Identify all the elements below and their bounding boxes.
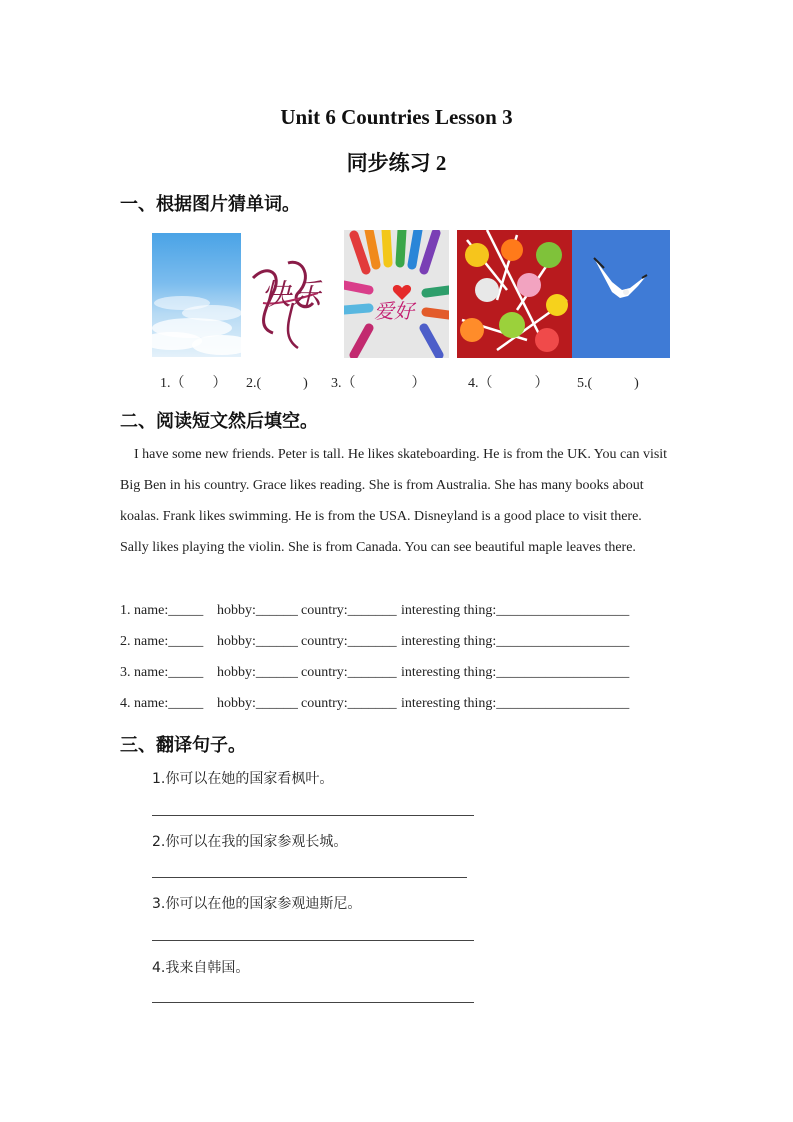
country-blank: country:_______ <box>301 634 397 649</box>
name-blank: 1. name:_____ <box>120 603 204 618</box>
seagull-image <box>572 230 670 358</box>
hobby-text: 爱好 <box>374 299 414 323</box>
answer-blank-5: 5.( ) <box>577 376 639 391</box>
hobby-blank: hobby:______ <box>217 665 298 680</box>
sky-clouds-image <box>152 233 241 357</box>
passage-line: Big Ben in his country. Grace likes reading. She is from Australia. She has many books about <box>120 478 644 493</box>
hobby-blank: hobby:______ <box>217 603 298 618</box>
answer-line-4 <box>152 1002 474 1003</box>
crayons-heart-image <box>344 230 449 358</box>
translation-question-4: 4.我来自韩国。 <box>152 960 250 976</box>
name-blank: 4. name:_____ <box>120 696 204 711</box>
interesting-thing-blank: interesting thing:___________________ <box>401 665 630 680</box>
answer-blank-4: 4.（ ） <box>468 376 549 391</box>
country-blank: country:_______ <box>301 603 397 618</box>
section-heading-1: 一、根据图片猜单词。 <box>120 194 300 215</box>
interesting-thing-blank: interesting thing:___________________ <box>401 603 630 618</box>
passage-line: I have some new friends. Peter is tall. He likes skateboarding. He is from the UK. You can visit <box>134 447 668 462</box>
name-blank: 2. name:_____ <box>120 634 204 649</box>
section-heading-3: 三、翻译句子。 <box>120 735 246 756</box>
answer-line-1 <box>152 815 474 816</box>
passage-line: Sally likes playing the violin. She is from Canada. You can see beautiful maple leaves there. <box>120 540 636 555</box>
page-title: Unit 6 Countries Lesson 3 <box>280 105 513 129</box>
hobby-blank: hobby:______ <box>217 634 298 649</box>
happy-calligraphy-text: 快乐 <box>261 278 321 313</box>
lollipops-image <box>457 230 572 358</box>
country-blank: country:_______ <box>301 665 397 680</box>
happy-calligraphy-image <box>243 233 331 357</box>
hobby-blank: hobby:______ <box>217 696 298 711</box>
passage-line: koalas. Frank likes swimming. He is from the USA. Disneyland is a good place to visit there. <box>120 509 642 524</box>
answer-line-3 <box>152 940 474 941</box>
answer-line-2 <box>152 877 467 878</box>
answer-blank-2: 2.( ) <box>246 376 308 391</box>
page-subtitle: 同步练习 2 <box>346 151 447 175</box>
answer-blank-1: 1.（ ） <box>160 376 227 391</box>
translation-question-3: 3.你可以在他的国家参观迪斯尼。 <box>152 896 362 912</box>
name-blank: 3. name:_____ <box>120 665 204 680</box>
interesting-thing-blank: interesting thing:___________________ <box>401 696 630 711</box>
country-blank: country:_______ <box>301 696 397 711</box>
section-heading-2: 二、阅读短文然后填空。 <box>120 411 318 432</box>
translation-question-2: 2.你可以在我的国家参观长城。 <box>152 834 348 850</box>
interesting-thing-blank: interesting thing:___________________ <box>401 634 630 649</box>
answer-blank-3: 3.（ ） <box>331 376 426 391</box>
translation-question-1: 1.你可以在她的国家看枫叶。 <box>152 771 334 787</box>
